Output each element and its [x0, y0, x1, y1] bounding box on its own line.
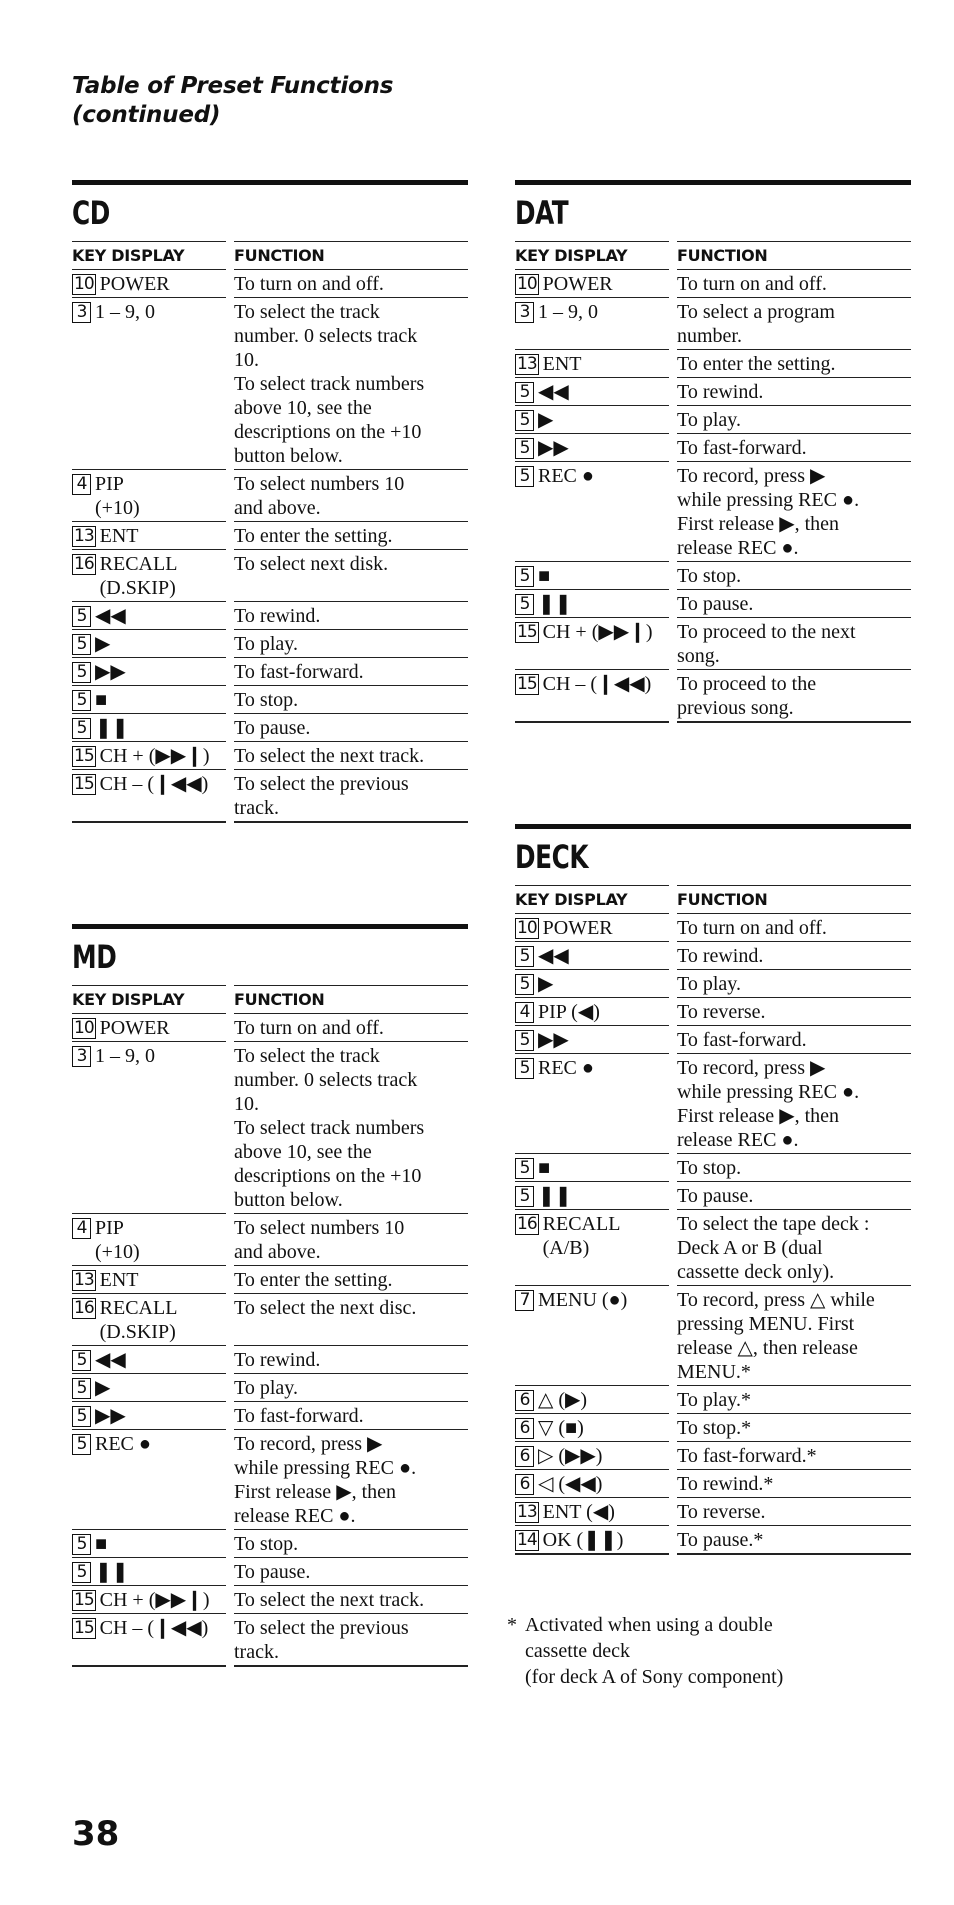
function-cell: To rewind. — [677, 378, 911, 406]
function-cell: To select the tape deck : Deck A or B (dual cassette deck only). — [677, 1210, 911, 1286]
key-number-box: 4 — [72, 474, 91, 495]
key-number-box: 15 — [74, 746, 94, 766]
function-cell: To fast-forward. — [234, 658, 468, 686]
key-label: POWER — [99, 1017, 170, 1039]
key-number-box: 15 — [74, 1618, 94, 1638]
function-cell: To fast-forward. — [677, 1026, 911, 1054]
key-display-cell — [515, 1054, 669, 1154]
key-label: REC ● — [538, 1057, 594, 1079]
function-cell: To pause. — [677, 1182, 911, 1210]
function-cell: To select the track number. 0 selects track 10. To select track numbers above 10, see the descriptions on the +10 button below. — [234, 298, 468, 470]
key-display-cell — [72, 470, 226, 522]
function-cell: To rewind. — [234, 602, 468, 630]
key-display-cell — [515, 1286, 669, 1386]
key-label: REC ● — [538, 465, 594, 487]
key-number-box: 4 — [515, 1002, 534, 1023]
key-number-box: 5 — [72, 1534, 91, 1555]
key-display-cell — [72, 1402, 226, 1430]
key-label: ❚❚ — [95, 1561, 129, 1583]
key-display-cell — [515, 378, 669, 406]
key-label: 1 – 9, 0 — [95, 301, 155, 323]
section-rule — [72, 180, 468, 185]
function-table — [515, 885, 911, 1555]
function-table — [72, 985, 468, 1667]
key-display-cell — [515, 562, 669, 590]
key-number-box: 16 — [517, 1214, 537, 1234]
key-label: ◀◀ — [538, 945, 569, 967]
function-cell: To select numbers 10 and above. — [234, 470, 468, 522]
key-display-cell — [72, 742, 226, 770]
key-label: CH – (❙◀◀) — [99, 773, 209, 795]
function-cell: To fast-forward.* — [677, 1442, 911, 1470]
function-cell: To record, press ▶ while pressing REC ●. First release ▶, then release REC ●. — [677, 462, 911, 562]
key-label: 1 – 9, 0 — [95, 1045, 155, 1067]
function-cell: To rewind. — [234, 1346, 468, 1374]
function-cell: To select the previous track. — [234, 1614, 468, 1667]
key-display-cell — [72, 1430, 226, 1530]
page-number: 38 — [72, 1814, 120, 1854]
key-display-cell — [72, 1042, 226, 1214]
key-label: ▶ — [95, 1377, 111, 1399]
function-cell: To stop. — [677, 562, 911, 590]
function-cell: To stop. — [677, 1154, 911, 1182]
key-number-box: 5 — [72, 690, 91, 711]
key-display-cell — [515, 1498, 669, 1526]
page-header: Table of Preset Functions (continued) — [72, 73, 394, 128]
key-label: ▶ — [95, 633, 111, 655]
key-number-box: 10 — [517, 274, 537, 294]
function-cell: To turn on and off. — [677, 914, 911, 942]
key-label: CH + (▶▶❙) — [99, 745, 210, 767]
function-cell: To play. — [677, 970, 911, 998]
function-cell: To record, press ▶ while pressing REC ●. First release ▶, then release REC ●. — [234, 1430, 468, 1530]
column-header-function: FUNCTION — [677, 885, 911, 914]
key-display-cell — [72, 1266, 226, 1294]
section-title: DECK — [515, 838, 589, 876]
key-number-box: 13 — [517, 354, 537, 374]
key-display-cell — [515, 462, 669, 562]
function-cell: To select the previous track. — [234, 770, 468, 823]
function-cell: To pause. — [234, 1558, 468, 1586]
key-number-box: 5 — [72, 1562, 91, 1583]
footnote — [507, 1612, 907, 1690]
function-cell: To proceed to the previous song. — [677, 670, 911, 723]
section-title: MD — [72, 938, 117, 976]
function-cell: To play. — [677, 406, 911, 434]
key-display-cell — [515, 670, 669, 723]
key-label: RECALL (A/B) — [542, 1213, 621, 1259]
function-table — [515, 241, 911, 723]
key-label: ▷ (▶▶) — [538, 1445, 603, 1467]
key-label: ENT — [542, 353, 582, 375]
key-number-box: 5 — [515, 974, 534, 995]
key-label: ■ — [538, 1157, 551, 1179]
column-header-function: FUNCTION — [234, 985, 468, 1014]
key-display-cell — [72, 1614, 226, 1667]
key-number-box: 10 — [517, 918, 537, 938]
function-cell: To turn on and off. — [234, 270, 468, 298]
key-number-box: 5 — [515, 466, 534, 487]
key-display-cell — [515, 970, 669, 998]
key-display-cell — [515, 1182, 669, 1210]
key-number-box: 4 — [72, 1218, 91, 1239]
key-label: ❚❚ — [538, 593, 572, 615]
key-display-cell — [72, 1294, 226, 1346]
key-label: 1 – 9, 0 — [538, 301, 598, 323]
function-cell: To stop. — [234, 1530, 468, 1558]
function-cell: To record, press △ while pressing MENU. First release △, then release MENU.* — [677, 1286, 911, 1386]
key-label: ▶▶ — [538, 1029, 569, 1051]
key-number-box: 5 — [515, 410, 534, 431]
key-number-box: 6 — [515, 1474, 534, 1495]
function-cell: To select the next track. — [234, 1586, 468, 1614]
function-cell: To select numbers 10 and above. — [234, 1214, 468, 1266]
key-display-cell — [72, 1586, 226, 1614]
key-label: PIP (◀) — [538, 1001, 600, 1023]
column-header-function: FUNCTION — [234, 241, 468, 270]
key-label: ENT — [99, 1269, 139, 1291]
key-number-box: 13 — [74, 526, 94, 546]
key-display-cell — [515, 1470, 669, 1498]
key-label: PIP (+10) — [95, 473, 140, 519]
key-number-box: 3 — [72, 302, 91, 323]
section-cd — [72, 180, 468, 823]
key-display-cell — [515, 434, 669, 462]
key-display-cell — [72, 298, 226, 470]
function-cell: To select next disk. — [234, 550, 468, 602]
section-rule — [515, 824, 911, 829]
key-display-cell — [72, 1014, 226, 1042]
key-number-box: 6 — [515, 1418, 534, 1439]
column-header-key: KEY DISPLAY — [72, 985, 226, 1014]
footnote-text: Activated when using a double cassette deck (for deck A of Sony component) — [525, 1614, 784, 1688]
key-number-box: 5 — [515, 382, 534, 403]
key-display-cell — [72, 770, 226, 823]
key-label: ▶▶ — [95, 661, 126, 683]
section-dat — [515, 180, 911, 723]
function-cell: To play. — [234, 1374, 468, 1402]
key-label: ▶▶ — [95, 1405, 126, 1427]
key-number-box: 3 — [72, 1046, 91, 1067]
key-display-cell — [515, 270, 669, 298]
function-cell: To enter the setting. — [234, 522, 468, 550]
key-display-cell — [515, 1210, 669, 1286]
key-label: CH – (❙◀◀) — [542, 673, 652, 695]
key-display-cell — [515, 998, 669, 1026]
function-cell: To play.* — [677, 1386, 911, 1414]
function-cell: To pause. — [677, 590, 911, 618]
function-cell: To rewind.* — [677, 1470, 911, 1498]
key-number-box: 7 — [515, 1290, 534, 1311]
key-number-box: 10 — [74, 1018, 94, 1038]
section-title: DAT — [515, 194, 569, 232]
key-number-box: 5 — [72, 718, 91, 739]
key-label: REC ● — [95, 1433, 151, 1455]
key-number-box: 13 — [517, 1502, 537, 1522]
key-display-cell — [515, 590, 669, 618]
column-header-key: KEY DISPLAY — [515, 885, 669, 914]
section-rule — [515, 180, 911, 185]
key-label: ■ — [95, 1533, 108, 1555]
key-label: RECALL (D.SKIP) — [99, 1297, 178, 1343]
key-label: ■ — [538, 565, 551, 587]
section-md — [72, 924, 468, 1667]
key-display-cell — [515, 618, 669, 670]
key-number-box: 5 — [515, 1058, 534, 1079]
key-label: ◁ (◀◀) — [538, 1473, 603, 1495]
key-display-cell — [515, 350, 669, 378]
key-number-box: 5 — [72, 1406, 91, 1427]
key-label: ❚❚ — [538, 1185, 572, 1207]
function-cell: To pause. — [234, 714, 468, 742]
function-cell: To play. — [234, 630, 468, 658]
key-display-cell — [72, 270, 226, 298]
key-label: ▶ — [538, 973, 554, 995]
section-rule — [72, 924, 468, 929]
key-label: OK (❚❚) — [542, 1529, 624, 1551]
key-label: ❚❚ — [95, 717, 129, 739]
function-cell: To reverse. — [677, 998, 911, 1026]
key-number-box: 5 — [72, 1350, 91, 1371]
key-display-cell — [72, 602, 226, 630]
function-cell: To select the next track. — [234, 742, 468, 770]
key-display-cell — [72, 522, 226, 550]
key-number-box: 5 — [515, 1158, 534, 1179]
key-label: ENT (◀) — [542, 1501, 615, 1523]
key-display-cell — [515, 1526, 669, 1555]
key-number-box: 5 — [72, 1434, 91, 1455]
key-label: ENT — [99, 525, 139, 547]
key-number-box: 3 — [515, 302, 534, 323]
key-display-cell — [72, 714, 226, 742]
key-number-box: 5 — [515, 946, 534, 967]
key-label: CH + (▶▶❙) — [542, 621, 653, 643]
function-cell: To enter the setting. — [677, 350, 911, 378]
function-table — [72, 241, 468, 823]
key-label: CH + (▶▶❙) — [99, 1589, 210, 1611]
key-display-cell — [72, 550, 226, 602]
key-display-cell — [72, 1558, 226, 1586]
section-deck — [515, 824, 911, 1555]
key-display-cell — [72, 1374, 226, 1402]
function-cell: To select the track number. 0 selects track 10. To select track numbers above 10, see the descriptions on the +10 button below. — [234, 1042, 468, 1214]
function-cell: To rewind. — [677, 942, 911, 970]
key-display-cell — [515, 1442, 669, 1470]
column-header-key: KEY DISPLAY — [72, 241, 226, 270]
function-cell: To reverse. — [677, 1498, 911, 1526]
key-number-box: 5 — [515, 1186, 534, 1207]
key-display-cell — [72, 686, 226, 714]
key-label: ▽ (■) — [538, 1417, 584, 1439]
key-label: RECALL (D.SKIP) — [99, 553, 178, 599]
function-cell: To select a program number. — [677, 298, 911, 350]
function-cell: To fast-forward. — [677, 434, 911, 462]
function-cell: To select the next disc. — [234, 1294, 468, 1346]
column-header-key: KEY DISPLAY — [515, 241, 669, 270]
key-label: ■ — [95, 689, 108, 711]
function-cell: To turn on and off. — [234, 1014, 468, 1042]
key-number-box: 5 — [515, 1030, 534, 1051]
key-label: PIP (+10) — [95, 1217, 140, 1263]
key-display-cell — [72, 630, 226, 658]
key-number-box: 6 — [515, 1446, 534, 1467]
function-cell: To proceed to the next song. — [677, 618, 911, 670]
key-number-box: 15 — [74, 1590, 94, 1610]
key-number-box: 5 — [515, 594, 534, 615]
key-number-box: 10 — [74, 274, 94, 294]
key-number-box: 15 — [74, 774, 94, 794]
key-display-cell — [72, 1214, 226, 1266]
section-title: CD — [72, 194, 110, 232]
column-header-function: FUNCTION — [677, 241, 911, 270]
key-number-box: 5 — [72, 662, 91, 683]
key-display-cell — [515, 942, 669, 970]
key-display-cell — [515, 298, 669, 350]
key-number-box: 15 — [517, 622, 537, 642]
key-number-box: 5 — [72, 1378, 91, 1399]
function-cell: To turn on and off. — [677, 270, 911, 298]
key-number-box: 5 — [72, 606, 91, 627]
key-label: ◀◀ — [538, 381, 569, 403]
key-display-cell — [515, 914, 669, 942]
key-number-box: 15 — [517, 674, 537, 694]
function-cell: To enter the setting. — [234, 1266, 468, 1294]
key-label: ▶▶ — [538, 437, 569, 459]
key-number-box: 5 — [72, 634, 91, 655]
key-label: ◀◀ — [95, 1349, 126, 1371]
key-label: △ (▶) — [538, 1389, 588, 1411]
key-number-box: 5 — [515, 566, 534, 587]
key-display-cell — [72, 658, 226, 686]
function-cell: To record, press ▶ while pressing REC ●. First release ▶, then release REC ●. — [677, 1054, 911, 1154]
footnote-marker: * — [507, 1614, 517, 1636]
key-label: CH – (❙◀◀) — [99, 1617, 209, 1639]
key-number-box: 6 — [515, 1390, 534, 1411]
key-display-cell — [515, 1414, 669, 1442]
function-cell: To pause.* — [677, 1526, 911, 1555]
key-display-cell — [515, 1154, 669, 1182]
key-number-box: 13 — [74, 1270, 94, 1290]
key-number-box: 16 — [74, 1298, 94, 1318]
key-label: MENU (●) — [538, 1289, 628, 1311]
key-label: POWER — [542, 917, 613, 939]
function-cell: To fast-forward. — [234, 1402, 468, 1430]
key-display-cell — [72, 1346, 226, 1374]
key-number-box: 14 — [517, 1530, 537, 1550]
key-label: POWER — [542, 273, 613, 295]
key-label: ◀◀ — [95, 605, 126, 627]
key-display-cell — [515, 1026, 669, 1054]
key-display-cell — [515, 406, 669, 434]
function-cell: To stop.* — [677, 1414, 911, 1442]
key-label: ▶ — [538, 409, 554, 431]
key-number-box: 5 — [515, 438, 534, 459]
key-number-box: 16 — [74, 554, 94, 574]
key-label: POWER — [99, 273, 170, 295]
function-cell: To stop. — [234, 686, 468, 714]
key-display-cell — [515, 1386, 669, 1414]
key-display-cell — [72, 1530, 226, 1558]
